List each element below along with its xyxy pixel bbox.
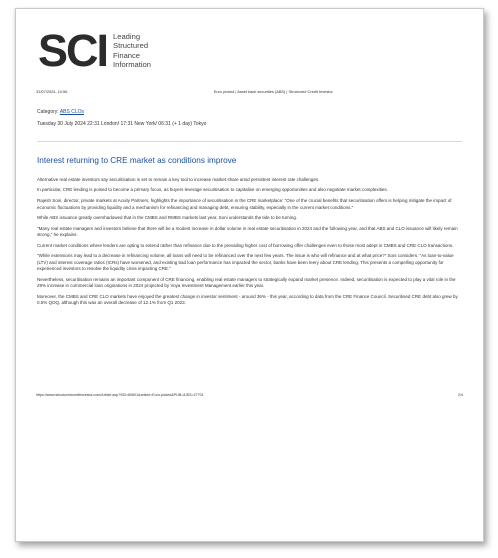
article-title: Interest returning to CRE market as conditions improve bbox=[37, 156, 237, 165]
paragraph: "Many real estate managers and investors believe that there will be a modest increase in dollar volume in real estate securitisation in 2024 and the following year, and that ABS and CLO issuance will likely remain strong," he explains. bbox=[37, 225, 458, 238]
logo-word: Information bbox=[113, 60, 152, 70]
paragraph: While ABS issuance greatly overshadowed that in the CMBS and RMBS markets last year, Soni understands the tide to be turning. bbox=[37, 215, 298, 221]
article-body bbox=[37, 177, 464, 311]
divider bbox=[37, 141, 462, 142]
paragraph: Alternative real estate investors say securitisation is set to remain a key tool to increase market share amid persistent interest rate challenges. bbox=[37, 177, 320, 182]
print-title: Euro picked | Asset back securities (ABS) | Structured Credit Investor bbox=[213, 89, 333, 94]
page-number: 2/4 bbox=[458, 393, 463, 397]
paragraph: Rajesh Soni, director, private markets at Acuity Partners, highlights the importance of securitisation in the CRE marketplace: "One of the crucial benefits that securitisation offers is helping mitigate the impact of economic fluctuations by providing liquidity and a mechanism for refinancing and managing debt, ensuring stability, especially in the current market conditions." bbox=[37, 197, 452, 210]
category-link[interactable]: ABS CLOs bbox=[59, 109, 84, 115]
category-line bbox=[37, 109, 206, 115]
paragraph: Current market conditions where lenders are opting to extend rather than refinance due to the prevailing higher cost of borrowing offer challenges even to those most adept in CMBS and CRE CLO transactions. bbox=[37, 242, 454, 248]
paragraph: Moreover, the CMBS and CRE CLO markets have enjoyed the greatest change in investor sentiment - around 36% - this year, according to data from the CRE Finance Council. Securitised CRE debt also grew by 0.5% QOQ, although this was an overall decrease of 12.1% from Q1 2023. bbox=[37, 293, 458, 306]
article-meta bbox=[37, 109, 206, 127]
logo-mark: SCI bbox=[38, 25, 108, 76]
footer-url: https://www.structuredcreditinvestor.com/Article.asp?SID=80601&article=Euro-picked&PUB=&ISS=27701 bbox=[36, 393, 204, 397]
print-header bbox=[36, 89, 463, 94]
logo-word: Finance bbox=[113, 50, 141, 60]
logo-word: Leading bbox=[113, 32, 141, 41]
sci-logo bbox=[38, 25, 152, 76]
logo-tagline bbox=[113, 32, 151, 70]
paragraph: Nevertheless, securitisation remains an important component of CRE financing, enabling real estate managers to strategically expand market presence. Indeed, securitisation is expected to play a vital role in the 29% increase in commercial loan originations in 2024 projected by Voya Investment Management earlier this year. bbox=[37, 276, 456, 289]
paragraph: "While extensions may lead to a decrease in refinancing volume, all loans will need to be refinanced over the next few years. The issue is who will refinance and at what price?" Soni considers. "As loan-to-value (LTV) and interest coverage ratios (ICRs) have worsened, and existing bad loan performance has impacted the sector, banks have been leery about CRE lending. This presents a compelling opportunity for experienced investors to resolve the liquidity crisis impacting CRE." bbox=[37, 253, 454, 272]
print-datetime: 31/07/2024, 10:56 bbox=[36, 89, 68, 94]
logo-word: Structured bbox=[113, 41, 149, 51]
paragraph: In particular, CRE lending is poised to become a primary focus, as buyers leverage securitisation to capitalise on emerging opportunities and also negotiate market complexities. bbox=[37, 187, 388, 193]
document-page bbox=[15, 8, 484, 542]
dateline: Tuesday 30 July 2024 22:31 London/ 17:31 New York/ 06:31 (+ 1 day) Tokyo bbox=[37, 121, 207, 127]
print-footer bbox=[36, 393, 463, 397]
category-label: Category: bbox=[37, 109, 59, 115]
